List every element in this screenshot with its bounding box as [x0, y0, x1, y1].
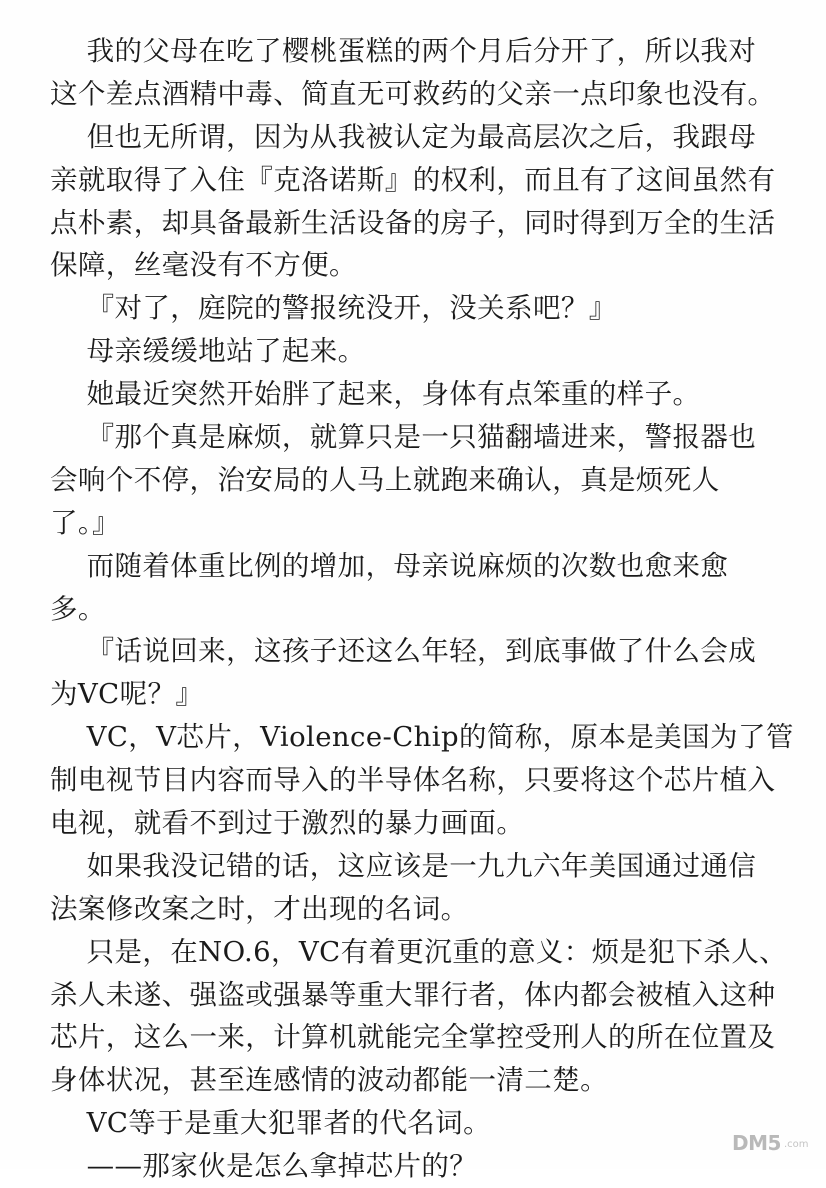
text-line: 多。 — [50, 592, 106, 625]
text-line: 如果我没记错的话，这应该是一九九六年美国通过通信 — [50, 849, 757, 882]
text-line: VC等于是重大犯罪者的代名词。 — [50, 1107, 491, 1140]
text-line: 为VC呢？』 — [50, 678, 204, 711]
text-line: ——那家伙是怎么拿掉芯片的？ — [50, 1150, 478, 1183]
text-line: 母亲缓缓地站了起来。 — [50, 335, 366, 368]
watermark-logo: DM5 — [732, 1131, 781, 1155]
text-line: 保障，丝毫没有不方便。 — [50, 249, 357, 282]
text-line: 会响个不停，治安局的人马上就跑来确认，真是烦死人 — [50, 463, 720, 496]
text-line: 而随着体重比例的增加，母亲说麻烦的次数也愈来愈 — [50, 549, 729, 582]
text-line: 只是，在NO.6，VC有着更沉重的意义：烦是犯下杀人、 — [50, 935, 787, 968]
text-line: 她最近突然开始胖了起来，身体有点笨重的样子。 — [50, 378, 701, 411]
body-text — [50, 30, 794, 1188]
text-line: 芯片，这么一来，计算机就能完全掌控受刑人的所在位置及 — [50, 1021, 776, 1054]
watermark-suffix: .com — [784, 1139, 809, 1150]
text-line: 杀人未遂、强盗或强暴等重大罪行者，体内都会被植入这种 — [50, 978, 776, 1011]
text-line: 身体状况，甚至连感情的波动都能一清二楚。 — [50, 1064, 608, 1097]
text-line: VC，V芯片，Violence-Chip的简称，原本是美国为了管 — [50, 721, 794, 754]
text-line: 这个差点酒精中毒、简直无可救药的父亲一点印象也没有。 — [50, 77, 776, 110]
text-line: 『话说回来，这孩子还这么年轻，到底事做了什么会成 — [50, 635, 757, 668]
text-line: 了。』 — [50, 506, 120, 539]
text-line: 『对了，庭院的警报统没开，没关系吧？』 — [50, 292, 617, 325]
text-line: 亲就取得了入住『克洛诺斯』的权利，而且有了这间虽然有 — [50, 163, 776, 196]
text-line: 点朴素，却具备最新生活设备的房子，同时得到万全的生活 — [50, 206, 776, 239]
text-line: 电视，就看不到过于激烈的暴力画面。 — [50, 807, 525, 840]
text-line: 我的父母在吃了樱桃蛋糕的两个月后分开了，所以我对 — [50, 35, 757, 67]
text-line: 法案修改案之时，才出现的名词。 — [50, 892, 469, 925]
text-line: 但也无所谓，因为从我被认定为最高层次之后，我跟母 — [50, 120, 757, 153]
site-watermark — [714, 1125, 810, 1161]
text-line: 制电视节目内容而导入的半导体名称，只要将这个芯片植入 — [50, 764, 776, 797]
text-line: 『那个真是麻烦，就算只是一只猫翻墙进来，警报器也 — [50, 421, 757, 454]
